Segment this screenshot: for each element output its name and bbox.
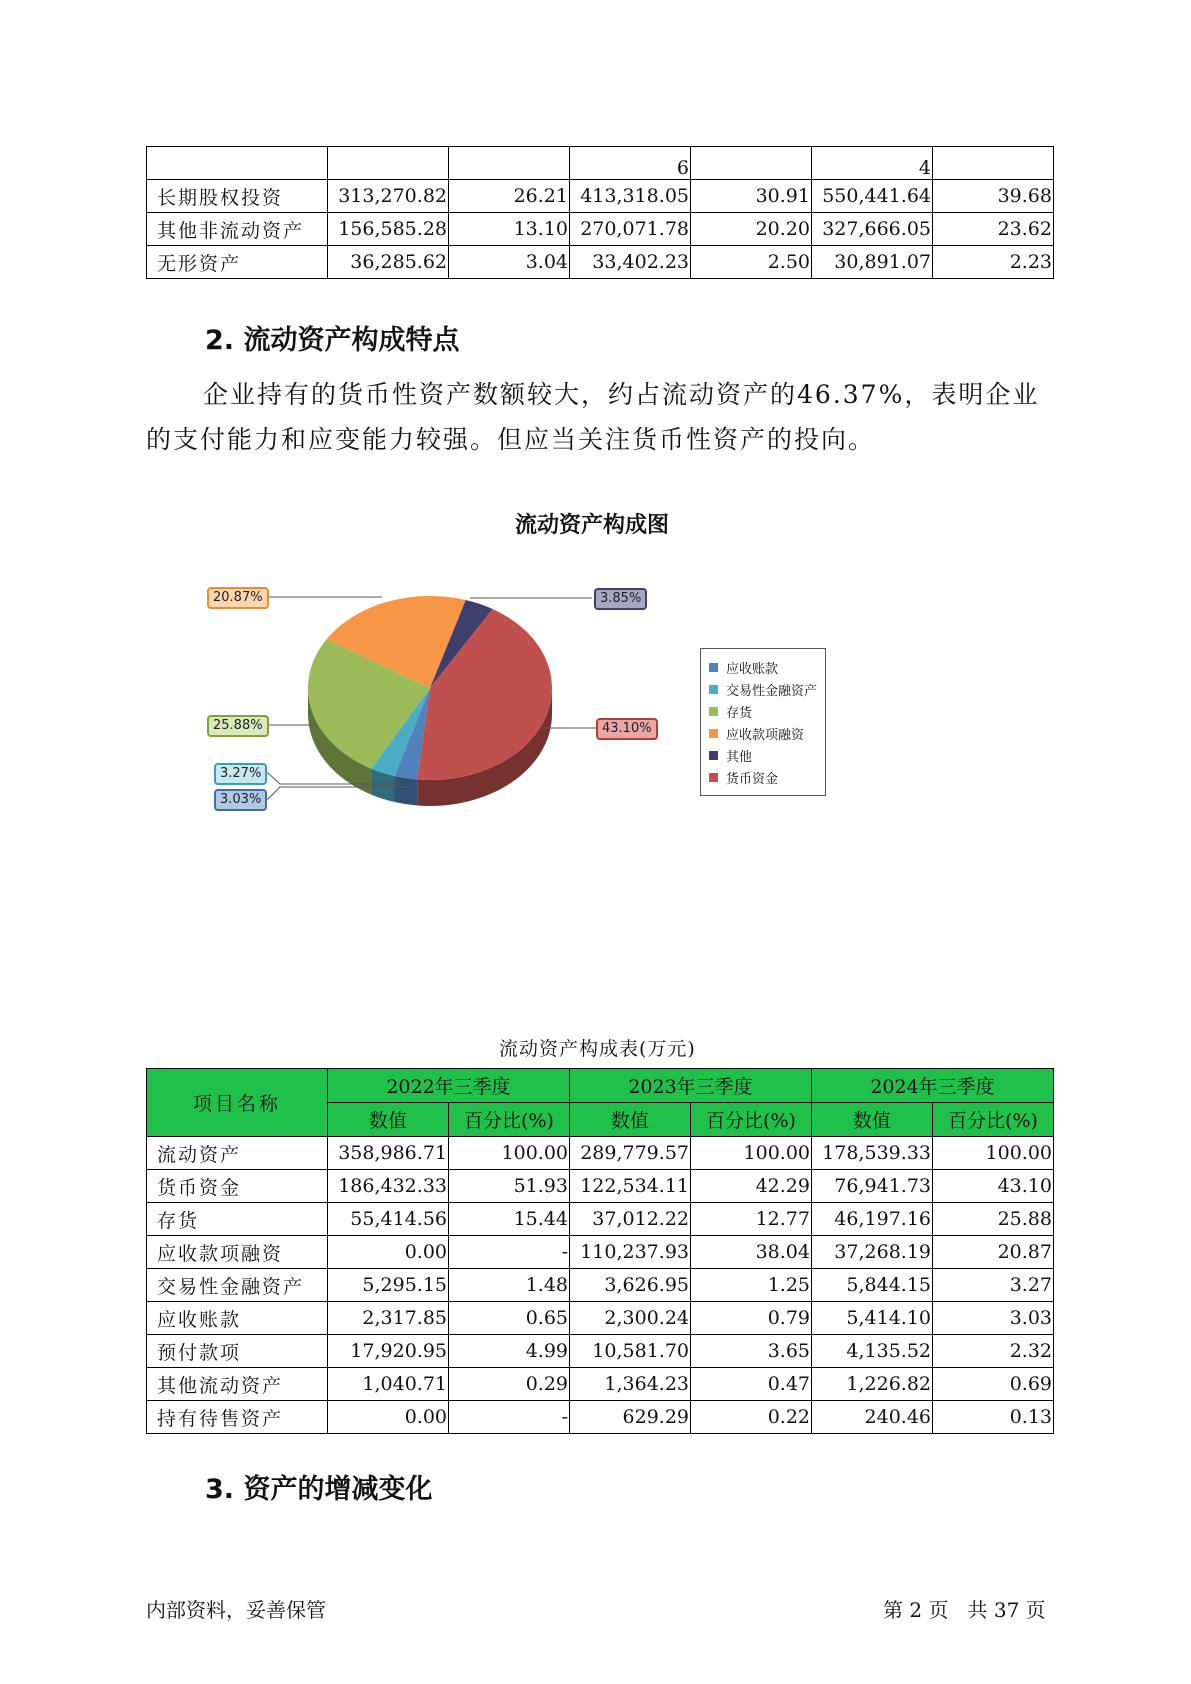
legend-swatch bbox=[709, 685, 718, 694]
legend-swatch bbox=[709, 751, 718, 760]
chart-title: 流动资产构成图 bbox=[515, 513, 670, 538]
header-value: 数值 bbox=[570, 1103, 691, 1137]
table-row bbox=[147, 1170, 1054, 1203]
table-cell: 5,414.10 bbox=[812, 1302, 933, 1335]
section-heading: 2. 流动资产构成特点 bbox=[205, 325, 460, 356]
header-year: 2023年三季度 bbox=[570, 1069, 812, 1103]
table-row bbox=[147, 1335, 1054, 1368]
table-cell: 110,237.93 bbox=[570, 1236, 691, 1269]
table-cell: 327,666.05 bbox=[812, 213, 933, 246]
table-cell: 17,920.95 bbox=[328, 1335, 449, 1368]
table-caption: 流动资产构成表(万元) bbox=[499, 1038, 696, 1060]
table-cell: 42.29 bbox=[691, 1170, 812, 1203]
table-cell: 156,585.28 bbox=[328, 213, 449, 246]
legend-label: 应收款项融资 bbox=[726, 727, 805, 743]
table-cell: 30.91 bbox=[691, 180, 812, 213]
header-percent: 百分比(%) bbox=[691, 1103, 812, 1137]
header-row bbox=[147, 1069, 1054, 1103]
row-label: 应收账款 bbox=[147, 1302, 328, 1335]
table-cell: 2.32 bbox=[933, 1335, 1054, 1368]
table-cell: 25.88 bbox=[933, 1203, 1054, 1236]
table-cell: 629.29 bbox=[570, 1401, 691, 1434]
table-cell: 100.00 bbox=[933, 1137, 1054, 1170]
row-label: 其他流动资产 bbox=[147, 1368, 328, 1401]
table-cell: 0.47 bbox=[691, 1368, 812, 1401]
table-cell: 39.68 bbox=[933, 180, 1054, 213]
table-cell: 0.65 bbox=[449, 1302, 570, 1335]
data-label-b: 3.27% bbox=[214, 763, 267, 785]
footer-page-number: 第 2 页 共 37 页 bbox=[883, 1598, 1046, 1622]
legend-item bbox=[701, 700, 825, 722]
table-cell: 20.87 bbox=[933, 1236, 1054, 1269]
legend-swatch bbox=[709, 707, 718, 716]
table-cell: 1.25 bbox=[691, 1269, 812, 1302]
paragraph-line: 的支付能力和应变能力较强。但应当关注货币性资产的投向。 bbox=[146, 425, 876, 454]
table-cell: 0.22 bbox=[691, 1401, 812, 1434]
table-cell: 1.48 bbox=[449, 1269, 570, 1302]
table-cell: 2,300.24 bbox=[570, 1302, 691, 1335]
table-cell: 23.62 bbox=[933, 213, 1054, 246]
table-cell: 1,364.23 bbox=[570, 1368, 691, 1401]
data-label-e: 3.85% bbox=[594, 588, 647, 610]
legend-item bbox=[701, 744, 825, 766]
table-cell: 43.10 bbox=[933, 1170, 1054, 1203]
table-cell: 38.04 bbox=[691, 1236, 812, 1269]
header-percent: 百分比(%) bbox=[933, 1103, 1054, 1137]
legend-swatch bbox=[709, 729, 718, 738]
table-cell: 5,295.15 bbox=[328, 1269, 449, 1302]
legend-label: 存货 bbox=[726, 705, 753, 721]
table-row bbox=[147, 1368, 1054, 1401]
row-label: 预付款项 bbox=[147, 1335, 328, 1368]
table-cell: 26.21 bbox=[449, 180, 570, 213]
table-cell: 13.10 bbox=[449, 213, 570, 246]
table-cell: 6 bbox=[570, 147, 691, 180]
table-cell: 20.20 bbox=[691, 213, 812, 246]
table-cell: 4.99 bbox=[449, 1335, 570, 1368]
data-label-d: 20.87% bbox=[207, 587, 269, 609]
table-cell: 100.00 bbox=[691, 1137, 812, 1170]
table-cell: 4 bbox=[812, 147, 933, 180]
table-cell: 15.44 bbox=[449, 1203, 570, 1236]
table-cell: 2,317.85 bbox=[328, 1302, 449, 1335]
row-label: 应收款项融资 bbox=[147, 1236, 328, 1269]
chart-legend bbox=[700, 648, 826, 796]
legend-label: 其他 bbox=[726, 749, 753, 765]
section-heading: 3. 资产的增减变化 bbox=[205, 1474, 433, 1505]
table-cell: 55,414.56 bbox=[328, 1203, 449, 1236]
table-cell: 0.69 bbox=[933, 1368, 1054, 1401]
table-cell: 0.79 bbox=[691, 1302, 812, 1335]
legend-item bbox=[701, 678, 825, 700]
table-cell: 100.00 bbox=[449, 1137, 570, 1170]
table-row bbox=[147, 1236, 1054, 1269]
table-cell: 413,318.05 bbox=[570, 180, 691, 213]
table-row bbox=[147, 1137, 1054, 1170]
row-label: 持有待售资产 bbox=[147, 1401, 328, 1434]
header-value: 数值 bbox=[812, 1103, 933, 1137]
pie-slice-side bbox=[394, 776, 417, 805]
header-item-name: 项目名称 bbox=[147, 1069, 328, 1137]
table-cell: 1,226.82 bbox=[812, 1368, 933, 1401]
table-cell: 270,071.78 bbox=[570, 213, 691, 246]
table-cell: 5,844.15 bbox=[812, 1269, 933, 1302]
legend-label: 货币资金 bbox=[726, 771, 779, 787]
row-label: 其他非流动资产 bbox=[147, 213, 328, 246]
table-cell: 3.04 bbox=[449, 246, 570, 279]
table-cell: 37,268.19 bbox=[812, 1236, 933, 1269]
table-cell: 122,534.11 bbox=[570, 1170, 691, 1203]
row-label: 流动资产 bbox=[147, 1137, 328, 1170]
table-cell: 0.00 bbox=[328, 1401, 449, 1434]
row-label: 存货 bbox=[147, 1203, 328, 1236]
table-cell: 4,135.52 bbox=[812, 1335, 933, 1368]
legend-swatch bbox=[709, 663, 718, 672]
table-cell: 12.77 bbox=[691, 1203, 812, 1236]
row-label: 无形资产 bbox=[147, 246, 328, 279]
row-label: 交易性金融资产 bbox=[147, 1269, 328, 1302]
table-cell: 3,626.95 bbox=[570, 1269, 691, 1302]
table-cell: 2.50 bbox=[691, 246, 812, 279]
header-value: 数值 bbox=[328, 1103, 449, 1137]
data-label-a: 3.03% bbox=[214, 789, 267, 811]
paragraph-line: 企业持有的货币性资产数额较大，约占流动资产的46.37%，表明企业 bbox=[203, 380, 1040, 409]
legend-label: 交易性金融资产 bbox=[726, 683, 818, 699]
table-cell: 30,891.07 bbox=[812, 246, 933, 279]
table-cell: 46,197.16 bbox=[812, 1203, 933, 1236]
table-cell: 37,012.22 bbox=[570, 1203, 691, 1236]
table-cell: 186,432.33 bbox=[328, 1170, 449, 1203]
row-label: 长期股权投资 bbox=[147, 180, 328, 213]
table-row bbox=[147, 1203, 1054, 1236]
table-cell: 0.00 bbox=[328, 1236, 449, 1269]
legend-item bbox=[701, 766, 825, 788]
legend-swatch bbox=[709, 773, 718, 782]
legend-item bbox=[701, 656, 825, 678]
table-cell: - bbox=[449, 1401, 570, 1434]
current-assets-table bbox=[146, 1068, 1054, 1434]
row-label: 货币资金 bbox=[147, 1170, 328, 1203]
table-cell: 178,539.33 bbox=[812, 1137, 933, 1170]
table-cell: 358,986.71 bbox=[328, 1137, 449, 1170]
table-cell: 10,581.70 bbox=[570, 1335, 691, 1368]
table-row bbox=[147, 1401, 1054, 1434]
data-label-f: 43.10% bbox=[596, 718, 658, 740]
table-row bbox=[147, 1269, 1054, 1302]
table-cell: - bbox=[449, 1236, 570, 1269]
table-cell: 51.93 bbox=[449, 1170, 570, 1203]
table-cell: 76,941.73 bbox=[812, 1170, 933, 1203]
header-year: 2022年三季度 bbox=[328, 1069, 570, 1103]
table-cell: 3.27 bbox=[933, 1269, 1054, 1302]
table-row bbox=[147, 1302, 1054, 1335]
table-cell: 2.23 bbox=[933, 246, 1054, 279]
legend-item bbox=[701, 722, 825, 744]
table-cell: 3.03 bbox=[933, 1302, 1054, 1335]
table-cell: 36,285.62 bbox=[328, 246, 449, 279]
header-year: 2024年三季度 bbox=[812, 1069, 1054, 1103]
table-cell: 0.29 bbox=[449, 1368, 570, 1401]
table-cell: 289,779.57 bbox=[570, 1137, 691, 1170]
legend-label: 应收账款 bbox=[726, 661, 779, 677]
data-label-c: 25.88% bbox=[207, 715, 269, 737]
table-cell: 313,270.82 bbox=[328, 180, 449, 213]
table-cell: 1,040.71 bbox=[328, 1368, 449, 1401]
header-percent: 百分比(%) bbox=[449, 1103, 570, 1137]
table-cell: 550,441.64 bbox=[812, 180, 933, 213]
table-cell: 33,402.23 bbox=[570, 246, 691, 279]
table-cell: 3.65 bbox=[691, 1335, 812, 1368]
footer-left: 内部资料，妥善保管 bbox=[146, 1598, 326, 1622]
table-cell: 0.13 bbox=[933, 1401, 1054, 1434]
table-cell: 240.46 bbox=[812, 1401, 933, 1434]
